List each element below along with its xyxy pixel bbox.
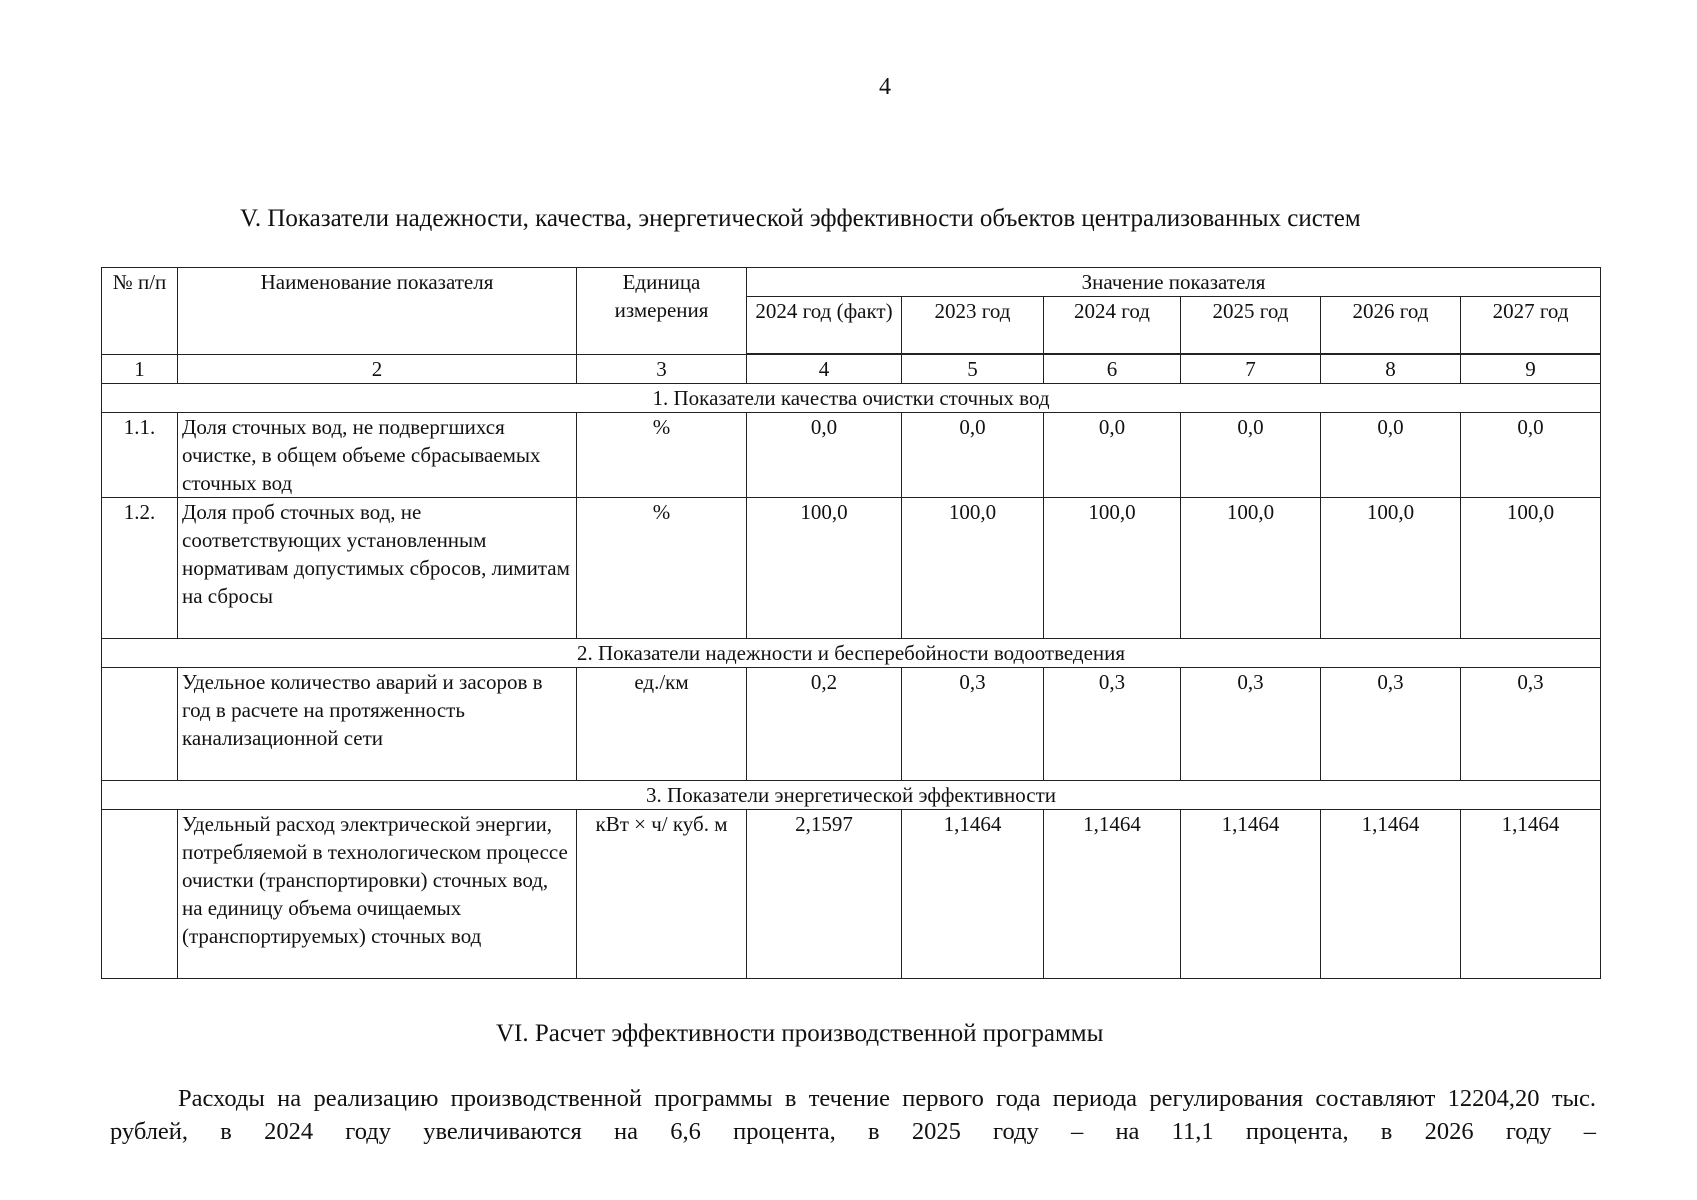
indicator-name: Удельное количество аварий и засоров в год в расчете на протяженность канализационной сети [178,668,577,781]
indicator-name: Удельный расход электрической энергии, потребляемой в технологическом процессе очистки (транспортировки) сточных вод, на единицу объема очищаемых (транспортируемых) сточных вод [178,810,577,979]
body-paragraph [110,1082,1596,1148]
header-year: 2025 год [1181,297,1321,355]
indicator-value: 100,0 [1181,498,1321,639]
page-number: 4 [879,74,891,100]
indicator-value: 1,1464 [1044,810,1181,979]
header-value-group: Значение показателя [747,268,1601,297]
indicator-value: 0,2 [747,668,902,781]
indicator-value: 1,1464 [1321,810,1461,979]
column-number: 7 [1181,354,1321,384]
indicator-value: 0,0 [902,413,1044,498]
column-number: 5 [902,354,1044,384]
indicator-value: 1,1464 [902,810,1044,979]
indicator-value: 0,3 [902,668,1044,781]
indicator-value: 0,3 [1181,668,1321,781]
indicator-value: 100,0 [1044,498,1181,639]
table-row [102,668,1601,781]
row-number: 1.2. [102,498,178,639]
indicator-value: 0,0 [1461,413,1601,498]
header-year: 2026 год [1321,297,1461,355]
section-title-vi: VI. Расчет эффективности производственной программы [496,1020,1104,1047]
indicator-value: 0,0 [747,413,902,498]
indicator-value: 1,1464 [1181,810,1321,979]
table-row [102,413,1601,498]
row-number [102,668,178,781]
indicator-name: Доля сточных вод, не подвергшихся очистке, в общем объеме сбрасываемых сточных вод [178,413,577,498]
header-name: Наименование показателя [178,268,577,355]
indicator-value: 1,1464 [1461,810,1601,979]
indicator-value: 100,0 [902,498,1044,639]
indicator-value: 0,3 [1461,668,1601,781]
header-year: 2027 год [1461,297,1601,355]
indicator-unit: % [577,413,747,498]
group-title: 2. Показатели надежности и бесперебойности водоотведения [102,639,1601,668]
paragraph-text: Расходы на реализацию производственной программы в течение первого года периода регулирования составляют 12204,20 тыс. рублей, в 2024 году увеличиваются на 6,6 процента, в 2025 году – на 11,1 процента, в 2026 году – [110,1085,1596,1145]
indicator-value: 0,0 [1044,413,1181,498]
column-number: 1 [102,354,178,384]
indicator-name: Доля проб сточных вод, не соответствующих установленным нормативам допустимых сбросов, лимитам на сбросы [178,498,577,639]
table-row [102,810,1601,979]
indicator-value: 100,0 [747,498,902,639]
group-header-row [102,639,1601,668]
column-number: 6 [1044,354,1181,384]
indicator-value: 0,3 [1044,668,1181,781]
header-year: 2023 год [902,297,1044,355]
indicator-value: 0,0 [1181,413,1321,498]
indicator-value: 100,0 [1321,498,1461,639]
group-title: 3. Показатели энергетической эффективности [102,781,1601,810]
group-header-row [102,781,1601,810]
header-unit: Единица измерения [577,268,747,355]
indicators-table [101,267,1601,979]
header-year: 2024 год (факт) [747,297,902,355]
indicator-value: 0,0 [1321,413,1461,498]
column-number: 2 [178,354,577,384]
indicator-unit: ед./км [577,668,747,781]
header-row-1 [102,268,1601,297]
column-number: 8 [1321,354,1461,384]
column-number: 9 [1461,354,1601,384]
indicator-value: 0,3 [1321,668,1461,781]
row-number: 1.1. [102,413,178,498]
indicator-unit: кВт × ч/ куб. м [577,810,747,979]
table-row [102,498,1601,639]
column-number: 3 [577,354,747,384]
indicator-value: 2,1597 [747,810,902,979]
group-header-row [102,384,1601,413]
section-title-v: V. Показатели надежности, качества, энергетической эффективности объектов централизованных систем [240,205,1361,232]
header-year: 2024 год [1044,297,1181,355]
row-number [102,810,178,979]
group-title: 1. Показатели качества очистки сточных вод [102,384,1601,413]
column-number-row [102,354,1601,384]
header-num: № п/п [102,268,178,355]
indicator-unit: % [577,498,747,639]
column-number: 4 [747,354,902,384]
indicator-value: 100,0 [1461,498,1601,639]
